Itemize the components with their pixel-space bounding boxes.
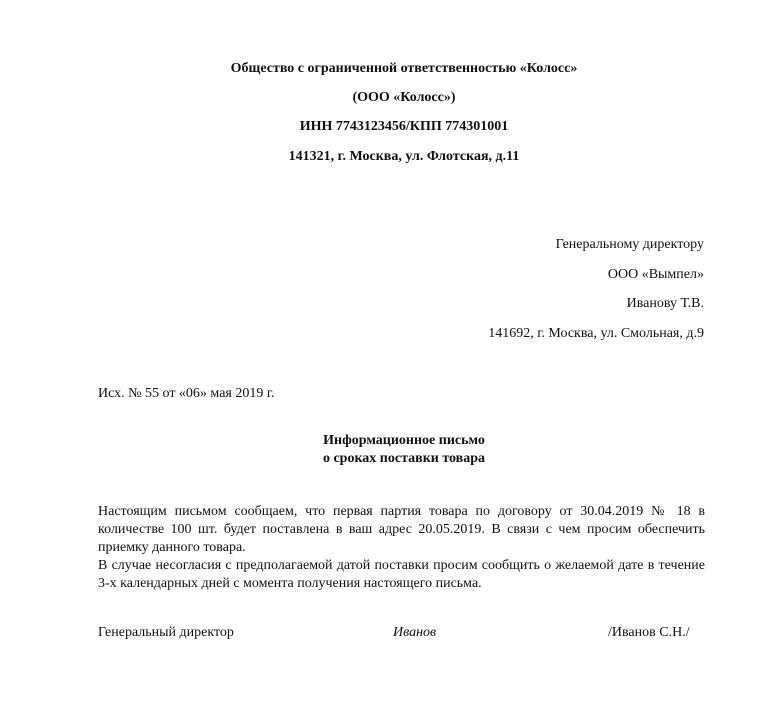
recipient-position: Генеральному директору: [555, 237, 704, 252]
letter-title-line1: Информационное письмо: [323, 433, 485, 448]
recipient-name: Иванову Т.В.: [626, 296, 704, 311]
company-short-name: (ООО «Колосс»): [352, 90, 456, 105]
body-paragraph-2: В случае несогласия с предполагаемой датой поставки просим сообщить о желаемой дате в течение 3-х календарных дней с момента получения настоящего письма.: [98, 558, 705, 591]
company-inn-kpp: ИНН 7743123456/КПП 774301001: [299, 119, 509, 134]
company-full-name: Общество с ограниченной ответственностью «Колосс»: [230, 61, 578, 76]
signature-title: Генеральный директор: [98, 625, 234, 640]
body-paragraph-1: Настоящим письмом сообщаем, что первая партия товара по договору от 30.04.2019 № 18 в количестве 100 шт. будет поставлена в ваш адрес 20.05.2019. В связи с чем просим обеспечить приемку данного товара.: [98, 504, 705, 555]
recipient-company: ООО «Вымпел»: [607, 267, 704, 282]
letter-title-line2: о сроках поставки товара: [322, 451, 486, 466]
outgoing-reference: Исх. № 55 от «06» мая 2019 г.: [98, 386, 275, 401]
company-address: 141321, г. Москва, ул. Флотская, д.11: [288, 149, 520, 164]
recipient-address: 141692, г. Москва, ул. Смольная, д.9: [488, 326, 704, 341]
signature-name: /Иванов С.Н./: [608, 625, 690, 640]
handwritten-signature: Иванов: [393, 625, 437, 640]
letter-body: [98, 503, 705, 593]
